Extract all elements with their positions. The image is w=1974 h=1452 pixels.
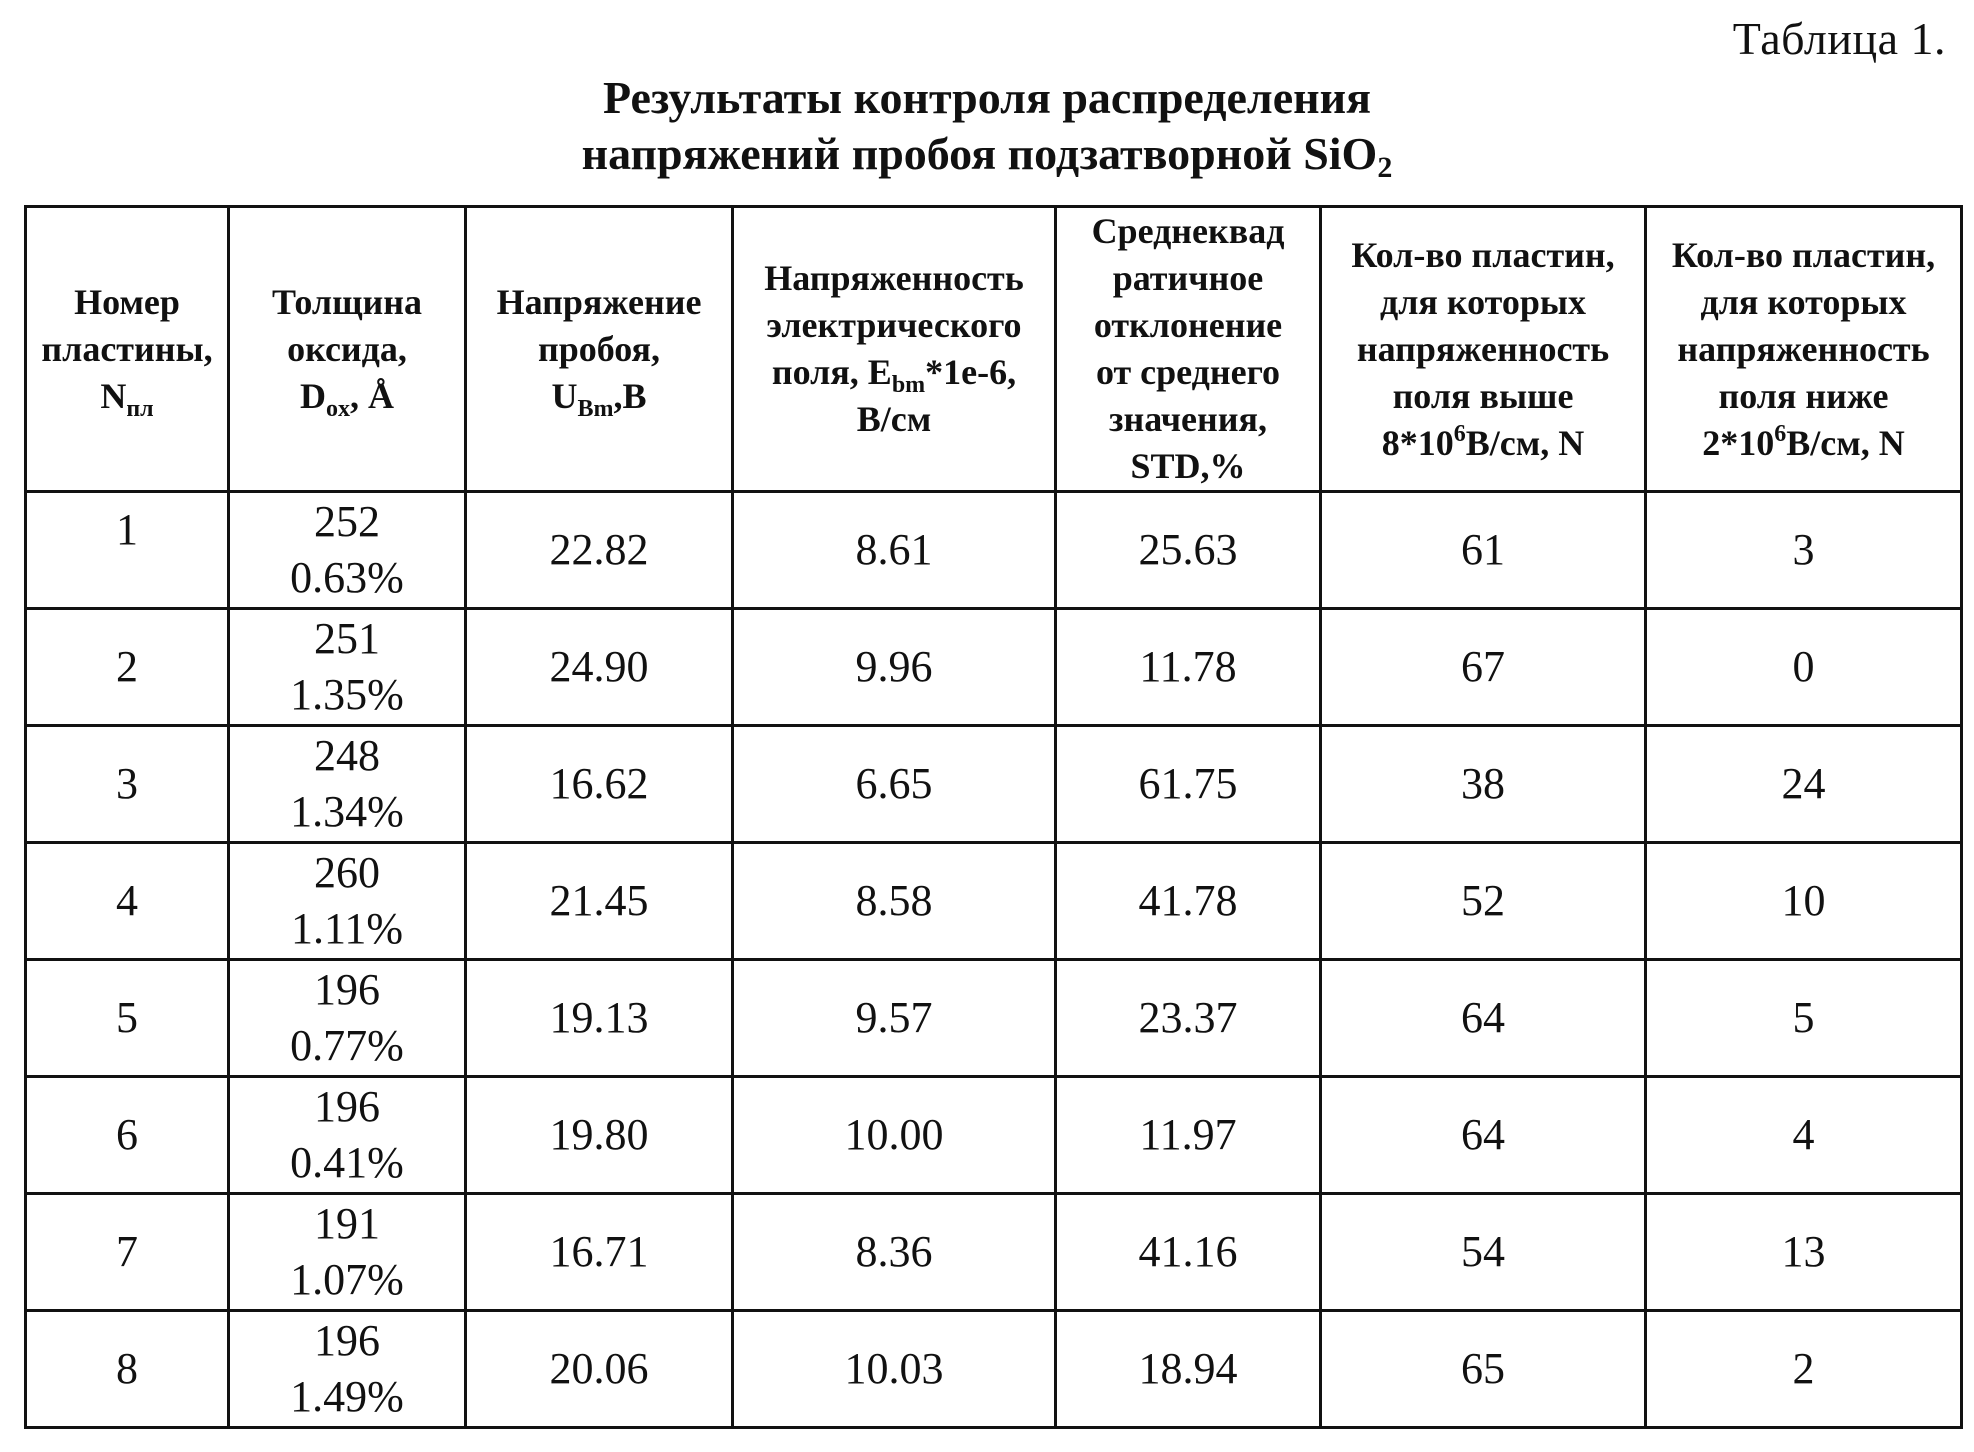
header-field-unit: В/см bbox=[856, 399, 932, 439]
header-thickness-line-2: оксида, bbox=[287, 328, 407, 369]
table-row bbox=[26, 1077, 1962, 1194]
cell-oxide-thickness bbox=[229, 492, 466, 609]
header-voltage-line-3 bbox=[467, 373, 731, 420]
header-below-line-2: для которых bbox=[1700, 281, 1907, 322]
thickness-value: 252 bbox=[314, 497, 380, 546]
thickness-value: 191 bbox=[314, 1199, 380, 1248]
cell-count-below: 13 bbox=[1646, 1194, 1962, 1311]
header-voltage-symbol: U bbox=[551, 375, 578, 416]
thickness-variation: 0.41% bbox=[290, 1138, 404, 1187]
header-field-subscript: bm bbox=[891, 372, 926, 398]
header-below-base: 2*10 bbox=[1702, 422, 1775, 463]
cell-count-above: 67 bbox=[1321, 609, 1646, 726]
cell-breakdown-voltage: 24.90 bbox=[466, 609, 733, 726]
header-voltage-line-1: Напряжение bbox=[496, 281, 702, 322]
header-above-line-4: поля выше bbox=[1392, 375, 1574, 416]
table-row bbox=[26, 492, 1962, 609]
thickness-value: 260 bbox=[314, 848, 380, 897]
thickness-value: 248 bbox=[314, 731, 380, 780]
header-count-below bbox=[1646, 207, 1962, 492]
cell-std-deviation: 61.75 bbox=[1056, 726, 1321, 843]
table-row bbox=[26, 1194, 1962, 1311]
cell-breakdown-voltage: 22.82 bbox=[466, 492, 733, 609]
cell-plate-number: 8 bbox=[26, 1311, 229, 1428]
header-plate-symbol: N bbox=[100, 375, 127, 416]
cell-plate-number: 4 bbox=[26, 843, 229, 960]
cell-count-below: 0 bbox=[1646, 609, 1962, 726]
results-table bbox=[24, 205, 1963, 1429]
header-thickness-subscript: ox bbox=[326, 395, 350, 422]
header-field-line-2: электрического bbox=[766, 305, 1022, 345]
header-field-line-3 bbox=[734, 349, 1054, 396]
header-voltage-line-2: пробоя, bbox=[537, 328, 661, 369]
table-row bbox=[26, 960, 1962, 1077]
cell-oxide-thickness bbox=[229, 609, 466, 726]
header-plate-line-1: Номер bbox=[74, 281, 180, 322]
header-thickness-symbol: D bbox=[300, 375, 326, 416]
header-std-line-4: от среднего bbox=[1095, 352, 1281, 392]
header-voltage-unit: ,B bbox=[613, 375, 647, 416]
cell-std-deviation: 18.94 bbox=[1056, 1311, 1321, 1428]
header-below-line-4: поля ниже bbox=[1718, 375, 1889, 416]
cell-count-above: 61 bbox=[1321, 492, 1646, 609]
header-plate-number bbox=[26, 207, 229, 492]
cell-field-strength: 8.61 bbox=[733, 492, 1056, 609]
header-above-base: 8*10 bbox=[1381, 422, 1454, 463]
thickness-value: 196 bbox=[314, 1316, 380, 1365]
cell-count-above: 52 bbox=[1321, 843, 1646, 960]
thickness-value: 196 bbox=[314, 965, 380, 1014]
thickness-variation: 1.49% bbox=[290, 1372, 404, 1421]
header-thickness-unit: , Å bbox=[350, 375, 394, 416]
cell-field-strength: 8.58 bbox=[733, 843, 1056, 960]
cell-count-above: 64 bbox=[1321, 960, 1646, 1077]
header-std-line-3: отклонение bbox=[1093, 305, 1283, 345]
cell-field-strength: 9.96 bbox=[733, 609, 1056, 726]
table-row bbox=[26, 1311, 1962, 1428]
cell-field-strength: 9.57 bbox=[733, 960, 1056, 1077]
title-line-1: Результаты контроля распределения bbox=[602, 72, 1372, 123]
cell-oxide-thickness bbox=[229, 843, 466, 960]
table-row bbox=[26, 726, 1962, 843]
thickness-value: 251 bbox=[314, 614, 380, 663]
document-title bbox=[0, 70, 1974, 182]
cell-plate-number: 2 bbox=[26, 609, 229, 726]
header-std-line-2: ратичное bbox=[1112, 258, 1264, 298]
header-row bbox=[26, 207, 1962, 492]
cell-field-strength: 6.65 bbox=[733, 726, 1056, 843]
header-std-line-1: Среднеквад bbox=[1091, 211, 1285, 251]
cell-std-deviation: 11.97 bbox=[1056, 1077, 1321, 1194]
cell-breakdown-voltage: 16.62 bbox=[466, 726, 733, 843]
title-line-2-main: напряжений пробоя подзатворной SiO bbox=[581, 128, 1378, 179]
header-std-line-5: значения, bbox=[1108, 399, 1267, 439]
header-below-line-1: Кол-во пластин, bbox=[1671, 234, 1936, 275]
header-breakdown-voltage bbox=[466, 207, 733, 492]
table-caption: Таблица 1. bbox=[1732, 13, 1946, 64]
table-row bbox=[26, 609, 1962, 726]
thickness-variation: 1.34% bbox=[290, 787, 404, 836]
header-plate-line-3 bbox=[27, 373, 227, 420]
cell-count-below: 10 bbox=[1646, 843, 1962, 960]
cell-oxide-thickness bbox=[229, 1077, 466, 1194]
thickness-variation: 1.07% bbox=[290, 1255, 404, 1304]
title-line-2-subscript: 2 bbox=[1377, 151, 1393, 184]
header-thickness-line-1: Толщина bbox=[272, 281, 422, 322]
header-above-line-2: для которых bbox=[1379, 281, 1586, 322]
cell-plate-number: 5 bbox=[26, 960, 229, 1077]
thickness-value: 196 bbox=[314, 1082, 380, 1131]
cell-plate-number: 6 bbox=[26, 1077, 229, 1194]
cell-breakdown-voltage: 19.13 bbox=[466, 960, 733, 1077]
cell-field-strength: 10.03 bbox=[733, 1311, 1056, 1428]
header-count-above bbox=[1321, 207, 1646, 492]
thickness-variation: 1.35% bbox=[290, 670, 404, 719]
header-thickness-line-3 bbox=[230, 373, 464, 420]
header-std-deviation bbox=[1056, 207, 1321, 492]
cell-count-below: 2 bbox=[1646, 1311, 1962, 1428]
title-line-2 bbox=[0, 126, 1974, 182]
header-above-exponent: 6 bbox=[1453, 420, 1466, 447]
header-above-line-1: Кол-во пластин, bbox=[1351, 234, 1615, 275]
cell-plate-number bbox=[26, 492, 229, 609]
cell-count-above: 54 bbox=[1321, 1194, 1646, 1311]
header-below-line-5 bbox=[1647, 420, 1960, 467]
header-plate-line-2: пластины, bbox=[41, 328, 213, 369]
header-above-unit: В/см, N bbox=[1465, 422, 1585, 463]
plate-number-value: 1 bbox=[116, 505, 138, 554]
header-std-line-6: STD,% bbox=[1130, 446, 1246, 486]
cell-oxide-thickness bbox=[229, 960, 466, 1077]
header-below-unit: В/см, N bbox=[1786, 422, 1905, 463]
header-field-multiplier: *1e-6, bbox=[925, 352, 1017, 392]
cell-plate-number: 3 bbox=[26, 726, 229, 843]
cell-count-above: 64 bbox=[1321, 1077, 1646, 1194]
cell-oxide-thickness bbox=[229, 1194, 466, 1311]
cell-breakdown-voltage: 20.06 bbox=[466, 1311, 733, 1428]
header-voltage-subscript: Bm bbox=[577, 395, 614, 422]
cell-count-below: 5 bbox=[1646, 960, 1962, 1077]
cell-field-strength: 8.36 bbox=[733, 1194, 1056, 1311]
cell-std-deviation: 41.78 bbox=[1056, 843, 1321, 960]
cell-std-deviation: 41.16 bbox=[1056, 1194, 1321, 1311]
header-oxide-thickness bbox=[229, 207, 466, 492]
cell-plate-number: 7 bbox=[26, 1194, 229, 1311]
header-below-exponent: 6 bbox=[1774, 420, 1787, 447]
thickness-variation: 0.63% bbox=[290, 553, 404, 602]
thickness-variation: 1.11% bbox=[290, 904, 404, 953]
cell-breakdown-voltage: 16.71 bbox=[466, 1194, 733, 1311]
thickness-variation: 0.77% bbox=[290, 1021, 404, 1070]
header-above-line-5 bbox=[1322, 420, 1644, 467]
header-plate-subscript: пл bbox=[126, 395, 154, 422]
cell-field-strength: 10.00 bbox=[733, 1077, 1056, 1194]
cell-count-above: 38 bbox=[1321, 726, 1646, 843]
cell-std-deviation: 25.63 bbox=[1056, 492, 1321, 609]
header-field-line-1: Напряженность bbox=[764, 258, 1024, 298]
cell-count-below: 24 bbox=[1646, 726, 1962, 843]
cell-std-deviation: 23.37 bbox=[1056, 960, 1321, 1077]
cell-oxide-thickness bbox=[229, 726, 466, 843]
header-above-line-3: напряженность bbox=[1356, 328, 1610, 369]
cell-std-deviation: 11.78 bbox=[1056, 609, 1321, 726]
header-field-symbol: поля, E bbox=[771, 352, 892, 392]
cell-breakdown-voltage: 19.80 bbox=[466, 1077, 733, 1194]
header-field-strength bbox=[733, 207, 1056, 492]
table-row bbox=[26, 843, 1962, 960]
header-below-line-3: напряженность bbox=[1677, 328, 1930, 369]
cell-count-below: 3 bbox=[1646, 492, 1962, 609]
cell-breakdown-voltage: 21.45 bbox=[466, 843, 733, 960]
cell-oxide-thickness bbox=[229, 1311, 466, 1428]
cell-count-below: 4 bbox=[1646, 1077, 1962, 1194]
cell-count-above: 65 bbox=[1321, 1311, 1646, 1428]
